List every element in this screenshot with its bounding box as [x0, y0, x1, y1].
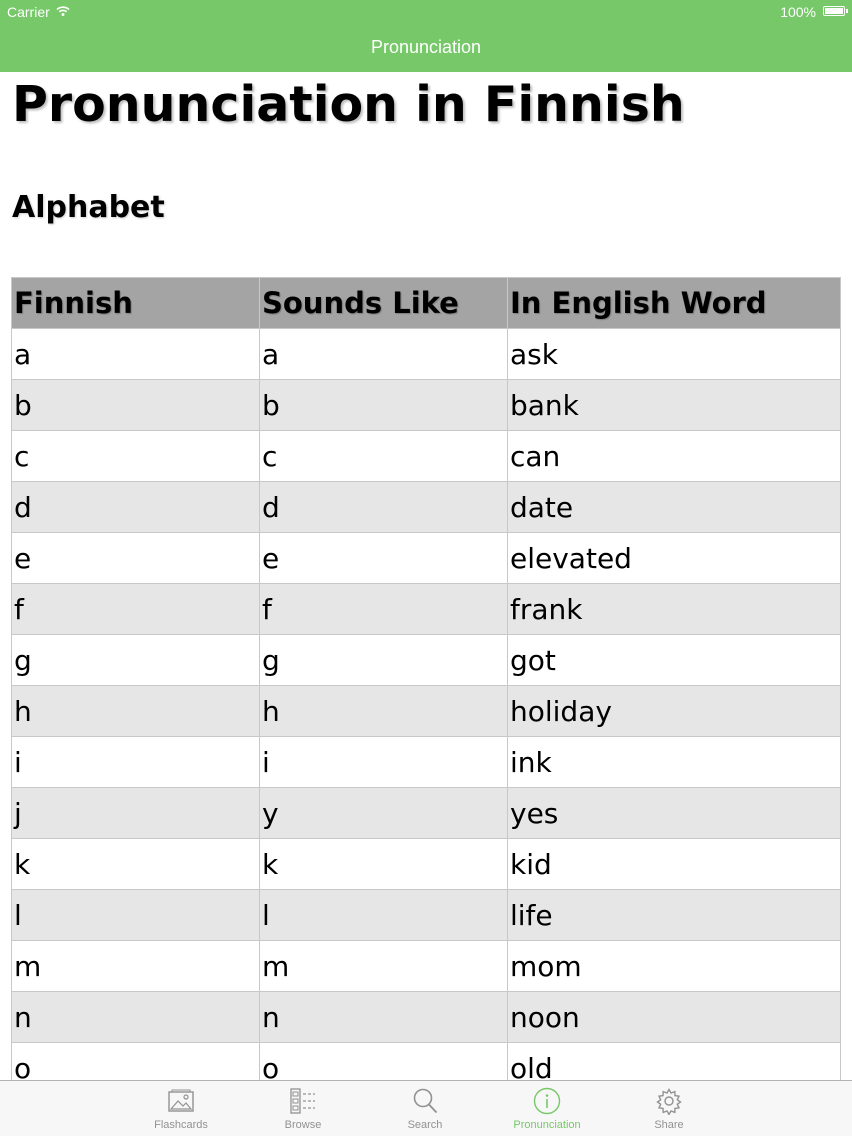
table-cell: k — [260, 839, 508, 890]
table-cell: d — [12, 482, 260, 533]
table-cell: m — [12, 941, 260, 992]
table-cell: a — [260, 329, 508, 380]
table-row — [12, 737, 841, 788]
table-row — [12, 890, 841, 941]
table-cell: e — [12, 533, 260, 584]
table-cell: n — [260, 992, 508, 1043]
table-row — [12, 839, 841, 890]
table-row — [12, 1043, 841, 1081]
table-cell: h — [12, 686, 260, 737]
table-cell: o — [260, 1043, 508, 1081]
table-cell: f — [12, 584, 260, 635]
column-header: Finnish — [12, 278, 260, 329]
table-cell: f — [260, 584, 508, 635]
table-row — [12, 380, 841, 431]
picture-icon — [167, 1087, 195, 1115]
table-cell: d — [260, 482, 508, 533]
carrier-label: Carrier — [7, 4, 50, 20]
nav-title: Pronunciation — [370, 37, 482, 57]
tab-label: Browse — [284, 1119, 322, 1131]
tab-search[interactable] — [375, 1081, 475, 1137]
table-cell: g — [12, 635, 260, 686]
web-content[interactable] — [0, 72, 852, 1080]
table-header-row — [12, 278, 841, 329]
table-cell: old — [508, 1043, 841, 1081]
table-cell: e — [260, 533, 508, 584]
tab-pronunciation[interactable] — [497, 1081, 597, 1137]
search-icon — [411, 1087, 439, 1115]
table-cell: ask — [508, 329, 841, 380]
section-title: Alphabet — [12, 190, 165, 225]
table-cell: g — [260, 635, 508, 686]
table-cell: n — [12, 992, 260, 1043]
navigation-bar — [0, 24, 852, 72]
column-header: In English Word — [508, 278, 841, 329]
table-row — [12, 431, 841, 482]
tab-label: Search — [407, 1119, 443, 1131]
table-cell: l — [12, 890, 260, 941]
table-cell: yes — [508, 788, 841, 839]
table-row — [12, 533, 841, 584]
column-header: Sounds Like — [260, 278, 508, 329]
table-cell: date — [508, 482, 841, 533]
table-cell: b — [260, 380, 508, 431]
status-bar — [0, 0, 852, 24]
table-cell: noon — [508, 992, 841, 1043]
table-cell: y — [260, 788, 508, 839]
table-row — [12, 992, 841, 1043]
table-cell: life — [508, 890, 841, 941]
tab-label: Share — [654, 1119, 684, 1131]
wifi-icon — [56, 4, 70, 20]
table-cell: got — [508, 635, 841, 686]
table-cell: bank — [508, 380, 841, 431]
table-cell: h — [260, 686, 508, 737]
table-row — [12, 941, 841, 992]
page-title: Pronunciation in Finnish — [12, 76, 685, 133]
tab-share[interactable] — [619, 1081, 719, 1137]
table-cell: b — [12, 380, 260, 431]
info-icon — [533, 1087, 561, 1115]
table-cell: j — [12, 788, 260, 839]
table-cell: c — [260, 431, 508, 482]
tab-label: Pronunciation — [513, 1119, 581, 1131]
table-cell: frank — [508, 584, 841, 635]
table-cell: holiday — [508, 686, 841, 737]
table-row — [12, 584, 841, 635]
table-cell: kid — [508, 839, 841, 890]
table-cell: m — [260, 941, 508, 992]
list-icon — [289, 1087, 317, 1115]
table-cell: mom — [508, 941, 841, 992]
table-cell: k — [12, 839, 260, 890]
table-cell: can — [508, 431, 841, 482]
table-cell: ink — [508, 737, 841, 788]
table-row — [12, 482, 841, 533]
gear-icon — [655, 1087, 683, 1115]
battery-percent: 100% — [780, 4, 816, 20]
table-cell: elevated — [508, 533, 841, 584]
table-cell: o — [12, 1043, 260, 1081]
table-cell: i — [12, 737, 260, 788]
tab-label: Flashcards — [154, 1119, 208, 1131]
table-row — [12, 788, 841, 839]
tab-flashcards[interactable] — [131, 1081, 231, 1137]
table-cell: l — [260, 890, 508, 941]
tab-bar — [0, 1080, 852, 1136]
alphabet-table — [11, 277, 841, 1080]
table-cell: a — [12, 329, 260, 380]
battery-icon — [823, 6, 845, 16]
table-cell: c — [12, 431, 260, 482]
table-row — [12, 686, 841, 737]
table-row — [12, 329, 841, 380]
table-cell: i — [260, 737, 508, 788]
tab-browse[interactable] — [253, 1081, 353, 1137]
table-row — [12, 635, 841, 686]
